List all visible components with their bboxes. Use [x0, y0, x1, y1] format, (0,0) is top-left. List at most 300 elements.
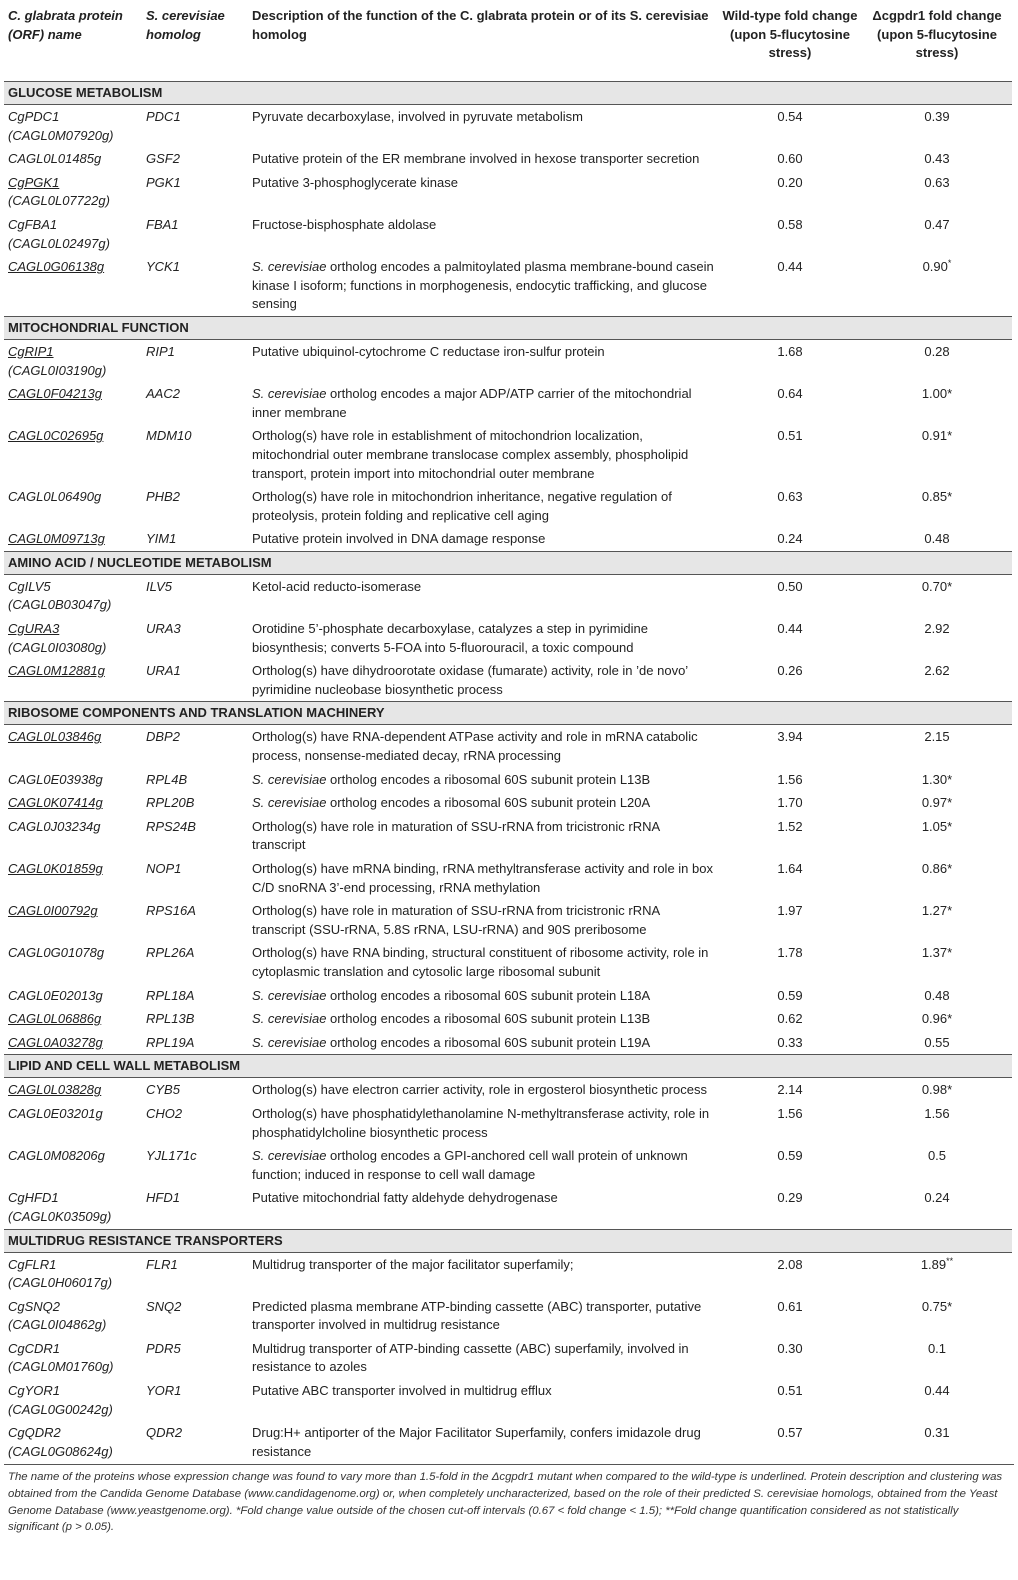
description-text: Multidrug transporter of ATP-binding cassette (ABC) superfamily, involved in resistance to azoles: [252, 1340, 689, 1375]
description-cell: [248, 147, 718, 171]
mutant-value-cell: [862, 659, 1012, 702]
orf-name: CgYOR1: [8, 1383, 61, 1399]
description-cell: [248, 1421, 718, 1463]
table-row: [4, 1007, 1012, 1031]
table-row: [4, 1421, 1012, 1463]
orf-name: CgRIP1: [8, 343, 54, 359]
orf-name-cell: [4, 339, 142, 382]
homolog-cell: HFD1: [146, 1190, 180, 1206]
description-text: Putative mitochondrial fatty aldehyde dehydrogenase: [252, 1190, 558, 1206]
mutant-value-cell: [862, 339, 1012, 382]
mutant-value-cell: [862, 768, 1012, 792]
table-row: [4, 1078, 1012, 1102]
table-row: [4, 527, 1012, 551]
mutant-value: 0.86*: [921, 861, 953, 876]
orf-name-cell: [4, 1252, 142, 1295]
table-row: [4, 768, 1012, 792]
data-table: [4, 0, 1012, 1463]
section-title: LIPID AND CELL WALL METABOLISM: [4, 1055, 1012, 1078]
description-cell: [248, 255, 718, 316]
orf-name: CAGL0K07414g: [8, 795, 103, 811]
table-header: [4, 0, 1012, 82]
species-name: S. cerevisiae: [252, 771, 327, 787]
description-cell: [248, 857, 718, 899]
orf-name: CAGL0L06886g: [8, 1011, 102, 1027]
mutant-value: 0.55: [924, 1034, 950, 1050]
wildtype-value: 2.14: [777, 1082, 803, 1098]
description-text: Ortholog(s) have dihydroorotate oxidase (fumarate) activity, role in ’de novo’ pyrimidine nucleobase biosynthetic process: [252, 663, 688, 697]
mutant-value-cell: [862, 105, 1012, 148]
description-text: ortholog encodes a ribosomal 60S subunit protein L18A: [326, 987, 651, 1003]
wildtype-value: 1.52: [777, 818, 803, 834]
orf-name-cell: [4, 1078, 142, 1102]
mutant-value: 0.90: [922, 259, 948, 275]
description-cell: [248, 768, 718, 792]
table-row: [4, 1186, 1012, 1229]
homolog-cell: CHO2: [146, 1105, 183, 1121]
wildtype-value: 0.64: [777, 386, 803, 402]
mutant-value: 0.98*: [921, 1082, 953, 1098]
table-row: [4, 941, 1012, 983]
wildtype-value: 1.64: [777, 861, 803, 876]
species-name: S. cerevisiae: [252, 259, 327, 275]
orf-name-cell: [4, 171, 142, 213]
wildtype-value: 0.33: [777, 1034, 803, 1050]
orf-name-cell: [4, 1295, 142, 1337]
mutant-value-cell: [862, 857, 1012, 899]
description-cell: [248, 1031, 718, 1055]
species-name: S. cerevisiae: [252, 1011, 327, 1027]
description-cell: [248, 725, 718, 768]
orf-name-cell: [4, 857, 142, 899]
mutant-value: 0.48: [924, 987, 950, 1003]
description-cell: [248, 485, 718, 527]
table-row: [4, 659, 1012, 702]
orf-name: CAGL0E02013g: [8, 987, 103, 1003]
table-row: [4, 1144, 1012, 1186]
table-row: [4, 1295, 1012, 1337]
orf-name: CgILV5: [8, 578, 51, 594]
wildtype-value: 0.30: [777, 1340, 803, 1356]
table-row: [4, 424, 1012, 485]
mutant-value-cell: [862, 725, 1012, 768]
mutant-value-cell: [862, 1295, 1012, 1337]
section-title: AMINO ACID / NUCLEOTIDE METABOLISM: [4, 551, 1012, 574]
species-name: S. cerevisiae: [252, 386, 327, 402]
species-name: S. cerevisiae: [252, 795, 327, 811]
orf-name: CAGL0L01485g: [8, 151, 102, 167]
description-cell: [248, 213, 718, 255]
homolog-cell: URA3: [146, 621, 181, 637]
orf-name-cell: [4, 984, 142, 1008]
section-header: [4, 1229, 1012, 1252]
wildtype-value: 0.60: [777, 151, 803, 167]
orf-name: CgHFD1: [8, 1190, 59, 1206]
homolog-cell: RPS24B: [146, 818, 196, 834]
orf-name-cell: [4, 485, 142, 527]
mutant-value-cell: [862, 617, 1012, 659]
orf-name-cell: [4, 574, 142, 617]
mutant-value-cell: [862, 791, 1012, 815]
mutant-value: 0.63: [924, 174, 950, 190]
description-text: Ortholog(s) have role in maturation of SSU-rRNA from tricistronic rRNA transcript: [252, 818, 660, 853]
orf-name-cell: [4, 791, 142, 815]
wildtype-value: 1.97: [777, 903, 803, 919]
table-row: [4, 815, 1012, 857]
description-cell: [248, 1295, 718, 1337]
wildtype-value: 1.78: [777, 945, 803, 961]
description-cell: [248, 574, 718, 617]
description-cell: [248, 1144, 718, 1186]
homolog-cell: MDM10: [146, 428, 192, 444]
mutant-value: 0.5: [927, 1148, 947, 1164]
significance-mark: **: [946, 1255, 954, 1266]
orf-name-cell: [4, 725, 142, 768]
orf-name-cell: [4, 815, 142, 857]
description-cell: [248, 815, 718, 857]
homolog-cell: YCK1: [146, 259, 180, 275]
homolog-cell: AAC2: [146, 386, 180, 402]
mutant-value: 0.85*: [921, 489, 953, 505]
wildtype-value: 1.68: [777, 343, 803, 359]
mutant-value-cell: [862, 527, 1012, 551]
section-header: [4, 1055, 1012, 1078]
mutant-value-cell: [862, 485, 1012, 527]
description-cell: [248, 899, 718, 941]
mutant-value-cell: [862, 1144, 1012, 1186]
mutant-value-cell: [862, 1186, 1012, 1229]
table-row: [4, 617, 1012, 659]
homolog-cell: URA1: [146, 663, 181, 679]
mutant-value: 1.30*: [921, 771, 953, 787]
description-text: Ketol-acid reducto-isomerase: [252, 578, 422, 594]
orf-name: CAGL0C02695g: [8, 428, 104, 444]
mutant-value-cell: [862, 941, 1012, 983]
description-cell: [248, 1252, 718, 1295]
mutant-value-cell: [862, 1078, 1012, 1102]
table-row: [4, 382, 1012, 424]
description-cell: [248, 171, 718, 213]
header-wildtype: Wild-type fold change (upon 5-flucytosine stress): [718, 0, 862, 82]
mutant-value-cell: [862, 1379, 1012, 1421]
orf-id: (CAGL0H06017g): [8, 1275, 113, 1291]
mutant-value-cell: [862, 1337, 1012, 1379]
mutant-value-cell: [862, 213, 1012, 255]
species-name: S. cerevisiae: [252, 1148, 327, 1164]
wildtype-value: 3.94: [777, 729, 803, 745]
description-text: ortholog encodes a ribosomal 60S subunit protein L13B: [326, 1011, 651, 1027]
wildtype-value: 0.20: [777, 174, 803, 190]
homolog-cell: NOP1: [146, 861, 182, 876]
orf-name-cell: [4, 105, 142, 148]
orf-name: CAGL0G06138g: [8, 259, 105, 275]
mutant-value: 0.31: [924, 1425, 950, 1441]
species-name: S. cerevisiae: [252, 1034, 327, 1050]
description-cell: [248, 617, 718, 659]
mutant-value: 1.56: [924, 1105, 950, 1121]
wildtype-value: 0.44: [777, 259, 803, 275]
orf-name-cell: [4, 382, 142, 424]
description-text: ortholog encodes a major ADP/ATP carrier of the mitochondrial inner membrane: [252, 386, 692, 420]
orf-name: CgFBA1: [8, 216, 58, 232]
orf-name: CgCDR1: [8, 1340, 61, 1356]
description-text: ortholog encodes a ribosomal 60S subunit protein L19A: [326, 1034, 651, 1050]
orf-name: CAGL0J03234g: [8, 818, 101, 834]
description-text: Predicted plasma membrane ATP-binding cassette (ABC) transporter, putative transporter involved in multidrug resistance: [252, 1298, 702, 1333]
species-name: S. cerevisiae: [252, 987, 327, 1003]
homolog-cell: RPL20B: [146, 795, 195, 811]
description-cell: [248, 791, 718, 815]
homolog-cell: RPL18A: [146, 987, 195, 1003]
homolog-cell: SNQ2: [146, 1298, 182, 1314]
table-row: [4, 485, 1012, 527]
table-footnote: The name of the proteins whose expression change was found to vary more than 1.5-fold in the Δcgpdr1 mutant when compared to the wild-type is underlined. Protein description and clustering was obtained from the Candida Genome Database (www.candidagenome.org) or, when completely uncharacterized, based on the role of their predicted S. cerevisiae homologs, obtained from the Yeast Genome Database (www.yeastgenome.org). *Fold change value outside of the chosen cut-off intervals (0.67 < fold change < 1.5); **Fold change quantification considered as not statistically significant (p > 0.05).: [4, 1464, 1014, 1535]
orf-id: (CAGL0K03509g): [8, 1208, 112, 1224]
description-cell: [248, 1337, 718, 1379]
orf-name-cell: [4, 659, 142, 702]
mutant-value: 2.92: [924, 621, 950, 637]
mutant-value: 2.62: [924, 663, 950, 679]
description-text: Ortholog(s) have RNA binding, structural constituent of ribosome activity, role in cytoplasmic translation and cytosolic large ribosomal subunit: [252, 945, 709, 979]
mutant-value: 1.37*: [921, 945, 953, 961]
homolog-cell: PGK1: [146, 174, 181, 190]
table-row: [4, 574, 1012, 617]
description-text: Ortholog(s) have role in mitochondrion inheritance, negative regulation of proteolysis, protein folding and replicative cell aging: [252, 489, 672, 523]
mutant-value: 0.48: [924, 531, 950, 547]
description-cell: [248, 424, 718, 485]
description-text: Putative protein involved in DNA damage response: [252, 531, 546, 547]
section-header: [4, 551, 1012, 574]
mutant-value-cell: [862, 574, 1012, 617]
description-text: Fructose-bisphosphate aldolase: [252, 216, 437, 232]
wildtype-value: 0.51: [777, 428, 803, 444]
wildtype-value: 0.63: [777, 489, 803, 505]
description-cell: [248, 941, 718, 983]
orf-name: CgURA3: [8, 621, 60, 637]
mutant-value: 0.96*: [921, 1011, 953, 1027]
homolog-cell: RPL26A: [146, 945, 195, 961]
orf-name-cell: [4, 899, 142, 941]
description-text: Putative protein of the ER membrane involved in hexose transporter secretion: [252, 151, 700, 167]
orf-id: (CAGL0G00242g): [8, 1401, 113, 1417]
wildtype-value: 0.57: [777, 1425, 803, 1441]
table-row: [4, 1031, 1012, 1055]
homolog-cell: YIM1: [146, 531, 177, 547]
description-text: Ortholog(s) have role in maturation of SSU-rRNA from tricistronic rRNA transcript (SSU-rRNA, 5.8S rRNA, LSU-rRNA) and 90S preribosome: [252, 903, 660, 937]
orf-name-cell: [4, 768, 142, 792]
description-text: Putative ubiquinol-cytochrome C reductase iron-sulfur protein: [252, 343, 605, 359]
description-text: ortholog encodes a GPI-anchored cell wall protein of unknown function; induced in response to cell wall damage: [252, 1148, 688, 1182]
table-row: [4, 791, 1012, 815]
section-title: GLUCOSE METABOLISM: [4, 82, 1012, 105]
mutant-value-cell: [862, 984, 1012, 1008]
table-row: [4, 1379, 1012, 1421]
mutant-value-cell: [862, 1252, 1012, 1295]
description-text: Ortholog(s) have mRNA binding, rRNA methyltransferase activity and role in box C/D snoRNA 3’-end processing, rRNA methylation: [252, 861, 713, 895]
wildtype-value: 0.61: [777, 1298, 803, 1314]
orf-name-cell: [4, 1144, 142, 1186]
description-text: ortholog encodes a ribosomal 60S subunit protein L20A: [326, 795, 651, 811]
table-row: [4, 147, 1012, 171]
homolog-cell: PDC1: [146, 109, 181, 124]
mutant-value: 0.75*: [921, 1298, 953, 1314]
wildtype-value: 1.56: [777, 771, 803, 787]
description-cell: [248, 527, 718, 551]
mutant-value: 0.39: [924, 109, 950, 124]
mutant-value-cell: [862, 1007, 1012, 1031]
orf-name: CAGL0G01078g: [8, 945, 105, 961]
table-body: [4, 82, 1012, 1464]
orf-name: CAGL0M09713g: [8, 531, 105, 547]
mutant-value-cell: [862, 147, 1012, 171]
mutant-value: 0.24: [924, 1190, 950, 1206]
orf-name-cell: [4, 527, 142, 551]
wildtype-value: 0.59: [777, 1148, 803, 1164]
mutant-value: 0.70*: [921, 578, 953, 594]
orf-id: (CAGL0G08624g): [8, 1443, 113, 1459]
homolog-cell: RPL4B: [146, 771, 188, 787]
table-row: [4, 899, 1012, 941]
description-cell: [248, 105, 718, 148]
header-orf: C. glabrata protein (ORF) name: [4, 0, 142, 82]
orf-name-cell: [4, 1337, 142, 1379]
mutant-value-cell: [862, 815, 1012, 857]
orf-name: CAGL0L06490g: [8, 489, 102, 505]
orf-name-cell: [4, 1102, 142, 1144]
homolog-cell: YJL171c: [146, 1148, 197, 1164]
homolog-cell: CYB5: [146, 1082, 180, 1098]
homolog-cell: FBA1: [146, 216, 179, 232]
homolog-cell: PHB2: [146, 489, 180, 505]
wildtype-value: 0.44: [777, 621, 803, 637]
description-text: Multidrug transporter of the major facilitator superfamily;: [252, 1256, 574, 1272]
homolog-cell: FLR1: [146, 1256, 178, 1272]
description-cell: [248, 1102, 718, 1144]
description-text: Drug:H+ antiporter of the Major Facilitator Superfamily, confers imidazole drug resistance: [252, 1425, 701, 1459]
orf-name-cell: [4, 617, 142, 659]
orf-name-cell: [4, 147, 142, 171]
orf-name: CgQDR2: [8, 1425, 61, 1441]
description-cell: [248, 1379, 718, 1421]
wildtype-value: 0.51: [777, 1383, 803, 1399]
orf-name: CAGL0L03828g: [8, 1082, 102, 1098]
orf-name: CgSNQ2: [8, 1298, 61, 1314]
mutant-value-cell: [862, 382, 1012, 424]
homolog-cell: YOR1: [146, 1383, 182, 1399]
homolog-cell: RPL13B: [146, 1011, 195, 1027]
mutant-value-cell: [862, 171, 1012, 213]
table-row: [4, 105, 1012, 148]
orf-name: CAGL0F04213g: [8, 386, 102, 402]
orf-name-cell: [4, 424, 142, 485]
mutant-value: 1.00*: [921, 386, 953, 402]
description-cell: [248, 1007, 718, 1031]
table-container: [4, 0, 1014, 1536]
description-text: Ortholog(s) have role in establishment of mitochondrion localization, mitochondrial outer membrane translocase complex assembly, phospholipid transport, protein import into mitochondrial outer membrane: [252, 428, 689, 481]
orf-name: CAGL0M12881g: [8, 663, 105, 679]
orf-name: CAGL0E03938g: [8, 771, 103, 787]
orf-name: CAGL0A03278g: [8, 1034, 103, 1050]
wildtype-value: 0.58: [777, 216, 803, 232]
header-description: Description of the function of the C. glabrata protein or of its S. cerevisiae homolog: [248, 0, 718, 82]
orf-name-cell: [4, 1379, 142, 1421]
orf-name-cell: [4, 213, 142, 255]
wildtype-value: 0.62: [777, 1011, 803, 1027]
orf-id: (CAGL0B03047g): [8, 597, 112, 613]
homolog-cell: GSF2: [146, 151, 180, 167]
mutant-value-cell: [862, 1102, 1012, 1144]
description-text: Putative 3-phosphoglycerate kinase: [252, 174, 458, 190]
mutant-value: 0.91*: [921, 428, 953, 444]
orf-id: (CAGL0L02497g): [8, 235, 110, 251]
section-header: [4, 316, 1012, 339]
table-row: [4, 1337, 1012, 1379]
orf-id: (CAGL0I03190g): [8, 362, 107, 378]
wildtype-value: 0.54: [777, 109, 803, 124]
section-title: MULTIDRUG RESISTANCE TRANSPORTERS: [4, 1229, 1012, 1252]
homolog-cell: RPS16A: [146, 903, 196, 919]
orf-id: (CAGL0L07722g): [8, 193, 110, 209]
table-row: [4, 984, 1012, 1008]
table-row: [4, 171, 1012, 213]
mutant-value: 1.05*: [921, 818, 953, 834]
section-header: [4, 82, 1012, 105]
description-cell: [248, 984, 718, 1008]
table-row: [4, 1102, 1012, 1144]
orf-name-cell: [4, 255, 142, 316]
table-row: [4, 1252, 1012, 1295]
mutant-value: 0.97*: [921, 795, 953, 811]
mutant-value-cell: [862, 1421, 1012, 1463]
section-header: [4, 702, 1012, 725]
significance-mark: *: [947, 258, 952, 269]
wildtype-value: 1.70: [777, 795, 803, 811]
orf-name: CAGL0E03201g: [8, 1105, 103, 1121]
mutant-value-cell: [862, 899, 1012, 941]
orf-name-cell: [4, 1186, 142, 1229]
mutant-value: 0.47: [924, 216, 950, 232]
orf-name-cell: [4, 1007, 142, 1031]
wildtype-value: 0.26: [777, 663, 803, 679]
wildtype-value: 0.50: [777, 578, 803, 594]
header-mutant: Δcgpdr1 fold change (upon 5-flucytosine stress): [862, 0, 1012, 82]
description-cell: [248, 1186, 718, 1229]
section-title: RIBOSOME COMPONENTS AND TRANSLATION MACHINERY: [4, 702, 1012, 725]
description-cell: [248, 339, 718, 382]
section-title: MITOCHONDRIAL FUNCTION: [4, 316, 1012, 339]
wildtype-value: 0.59: [777, 987, 803, 1003]
homolog-cell: RPL19A: [146, 1034, 195, 1050]
orf-id: (CAGL0I03080g): [8, 639, 107, 655]
homolog-cell: DBP2: [146, 729, 180, 745]
mutant-value: 2.15: [924, 729, 950, 745]
orf-name: CAGL0K01859g: [8, 861, 103, 876]
mutant-value-cell: [862, 1031, 1012, 1055]
table-row: [4, 857, 1012, 899]
orf-name: CgPGK1: [8, 174, 60, 190]
header-homolog: S. cerevisiae homolog: [142, 0, 248, 82]
description-text: Ortholog(s) have phosphatidylethanolamine N-methyltransferase activity, role in phosphatidylcholine biosynthetic process: [252, 1105, 710, 1140]
description-text: Ortholog(s) have RNA-dependent ATPase activity and role in mRNA catabolic process, nonsense-mediated decay, rRNA processing: [252, 729, 698, 764]
mutant-value: 0.43: [924, 151, 950, 167]
description-cell: [248, 659, 718, 702]
wildtype-value: 0.24: [777, 531, 803, 547]
orf-name-cell: [4, 1421, 142, 1463]
description-cell: [248, 382, 718, 424]
homolog-cell: ILV5: [146, 578, 173, 594]
homolog-cell: PDR5: [146, 1340, 181, 1356]
description-text: Pyruvate decarboxylase, involved in pyruvate metabolism: [252, 109, 583, 124]
